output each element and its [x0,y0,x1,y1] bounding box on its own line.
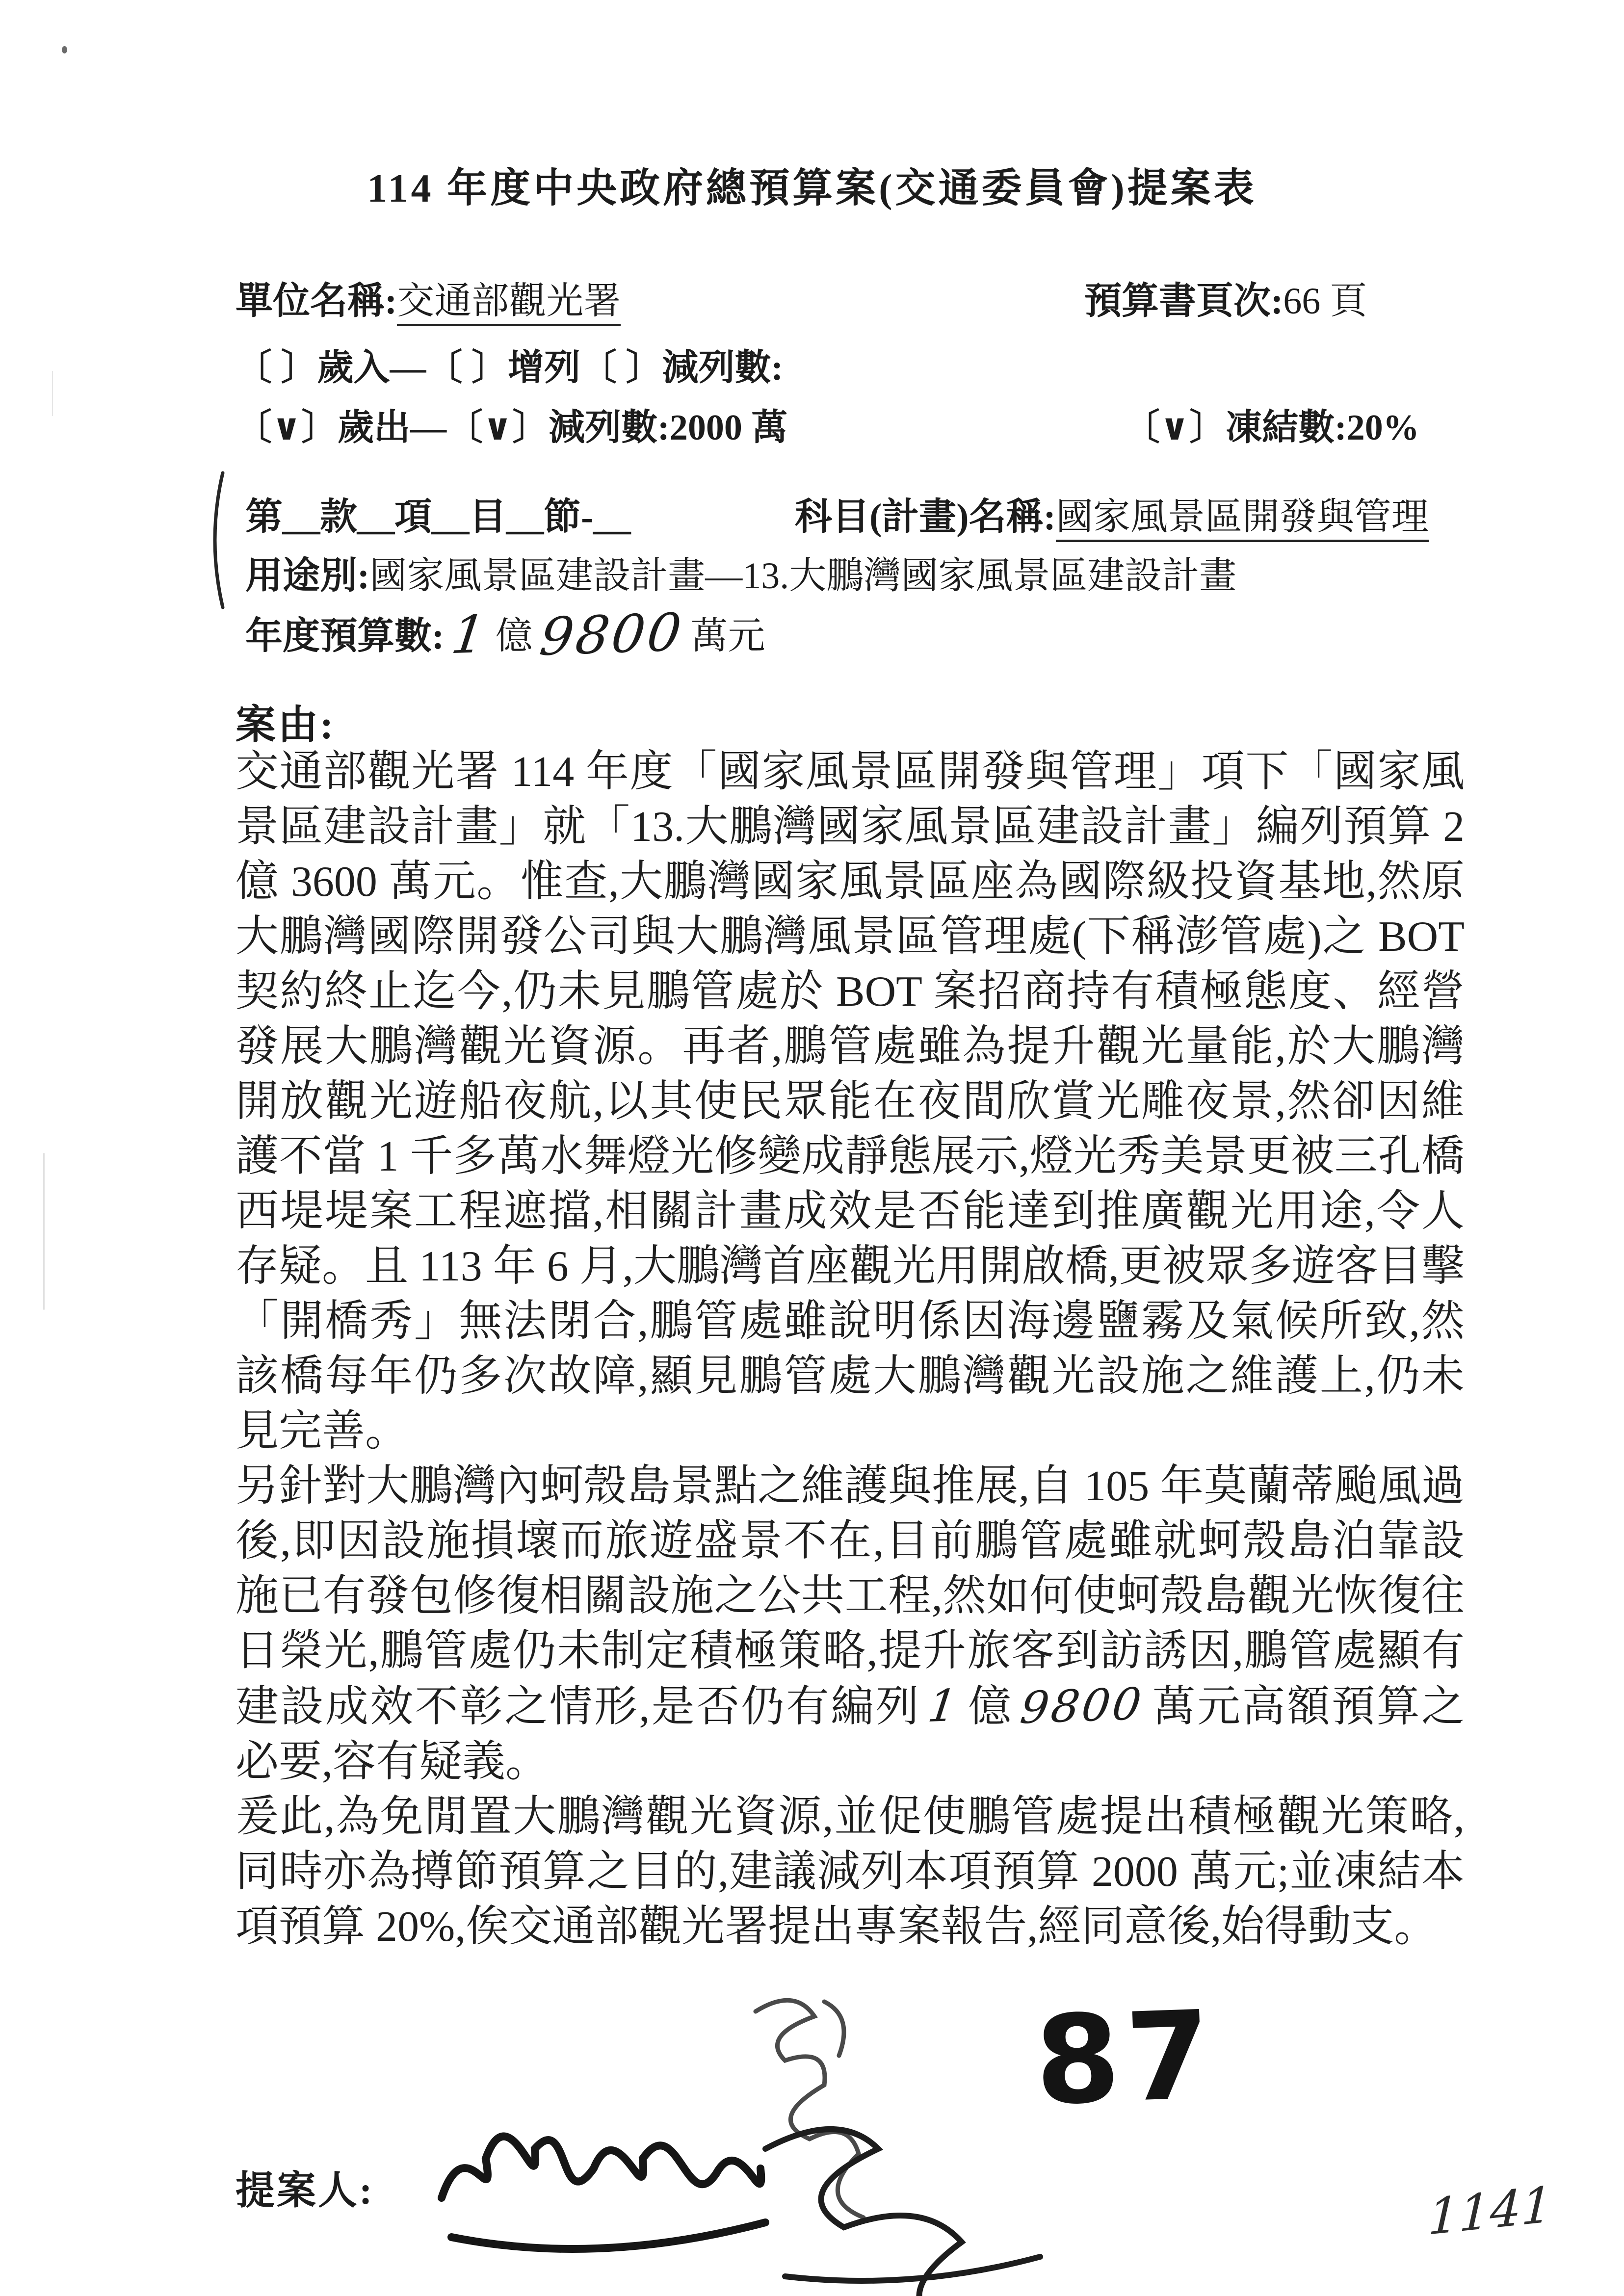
case-paragraph-2-text: 另針對大鵬灣內蚵殼島景點之維護與推展,自 105 年莫蘭蒂颱風過後,即因設施損壞而旅遊盛景不在,目前鵬管處雖就蚵殼島泊靠設施已有發包修復相關設施之公共工程,然如何使蚵殼島觀光恢復往日榮光,鵬管處仍未制定積極策略,提升旅客到訪誘因,鵬管處顯有建設成效不彰之情形,是否仍有編列 [236,1462,1465,1731]
unit-name-value: 交通部觀光署 [397,281,621,326]
section-bracket [204,470,227,610]
freeze-checkbox-line: 〔∨〕凍結數:20% [1124,408,1419,448]
case-paragraph-2-tail: 萬元高額預算之必要,容有疑義。 [236,1683,1465,1786]
unit-name-row [236,271,621,324]
expenditure-checkbox-line: 〔∨〕歲出—〔∨〕減列數:2000 萬 [236,408,788,448]
handwritten-amount-9800: 9800 [536,601,687,668]
subject-label: 科目(計畫)名稱: [795,496,1056,538]
scan-artifact-streak [52,371,53,416]
subject-value: 國家風景區開發與管理 [1056,496,1429,542]
signature-1 [442,2137,765,2249]
handwritten-number-87: 87 [1033,1984,1219,2133]
annual-budget-row [245,601,765,668]
handwritten-amount-1yi: 1 [448,603,492,666]
annual-budget-label: 年度預算數: [245,616,445,657]
scan-artifact-streak [43,1153,45,1310]
handwritten-inline-9800: 9800 [1017,1678,1147,1734]
handwritten-corner-number: 1141 [1427,2175,1553,2246]
handwritten-inline-1yi: 1 [925,1680,962,1733]
case-paragraph-2-unit: 億 [967,1683,1013,1731]
case-paragraph-1: 交通部觀光署 114 年度「國家風景區開發與管理」項下「國家風景區建設計畫」就「13.大鵬灣國家風景區建設計畫」編列預算 2 億 3600 萬元。惟查,大鵬灣國家風景區座為國際級投資基地,然原大鵬灣國際開發公司與大鵬灣風景區管理處(下稱澎管處)之 BOT 契約終止迄今,仍未見鵬管處於 BOT 案招商持有積極態度、經營發展大鵬灣觀光資源。再者,鵬管處雖為提升觀光量能,於大鵬灣開放觀光遊船夜航,以其使民眾能在夜間欣賞光雕夜景,然卻因維護不當 1 千多萬水舞燈光修變成靜態展示,燈光秀美景更被三孔橋西堤堤案工程遮擋,相關計畫成效是否能達到推廣觀光用途,令人存疑。且 113 年 6 月,大鵬灣首座觀光用開啟橋,更被眾多遊客目擊「開橋秀」無法閉合,鵬管處雖說明係因海邊鹽霧及氣候所致,然該橋每年仍多次故障,顯見鵬管處大鵬灣觀光設施之維護上,仍未見完善。 [236,748,1465,1455]
revenue-checkbox-line: 〔 〕歲入—〔 〕增列〔 〕減列數: [236,348,784,388]
document-title: 114 年度中央政府總預算案(交通委員會)提案表 [367,166,1257,210]
annual-budget-unit-yi: 億 [495,616,533,657]
usage-label: 用途別: [245,555,370,597]
case-body [236,745,1465,1955]
signature-3 [765,2129,1045,2296]
clause-blanks-line: 第＿款＿項＿目＿節-＿ [245,496,631,538]
scan-artifact-dot [62,46,67,53]
case-paragraph-3: 爰此,為免閒置大鵬灣觀光資源,並促使鵬管處提出積極觀光策略,同時亦為撙節預算之目的,建議減列本項預算 2000 萬元;並凍結本項預算 20%,俟交通部觀光署提出專案報告,經同意後,始得動支。 [236,1793,1465,1951]
budget-page-label: 預算書頁次: [1084,281,1283,322]
usage-value: 國家風景區建設計畫—13.大鵬灣國家風景區建設計畫 [369,555,1237,597]
subject-row [795,487,1429,540]
usage-row [245,546,1236,599]
proposer-label: 提案人: [236,2169,374,2213]
case-section-label: 案由: [236,703,336,747]
unit-name-label: 單位名稱: [236,281,397,322]
budget-page-row [1084,271,1367,324]
budget-page-value: 66 頁 [1283,281,1367,322]
annual-budget-unit-wan: 萬元 [690,616,765,657]
signature-2 [756,2000,864,2218]
case-paragraph-2 [236,1459,1465,1790]
